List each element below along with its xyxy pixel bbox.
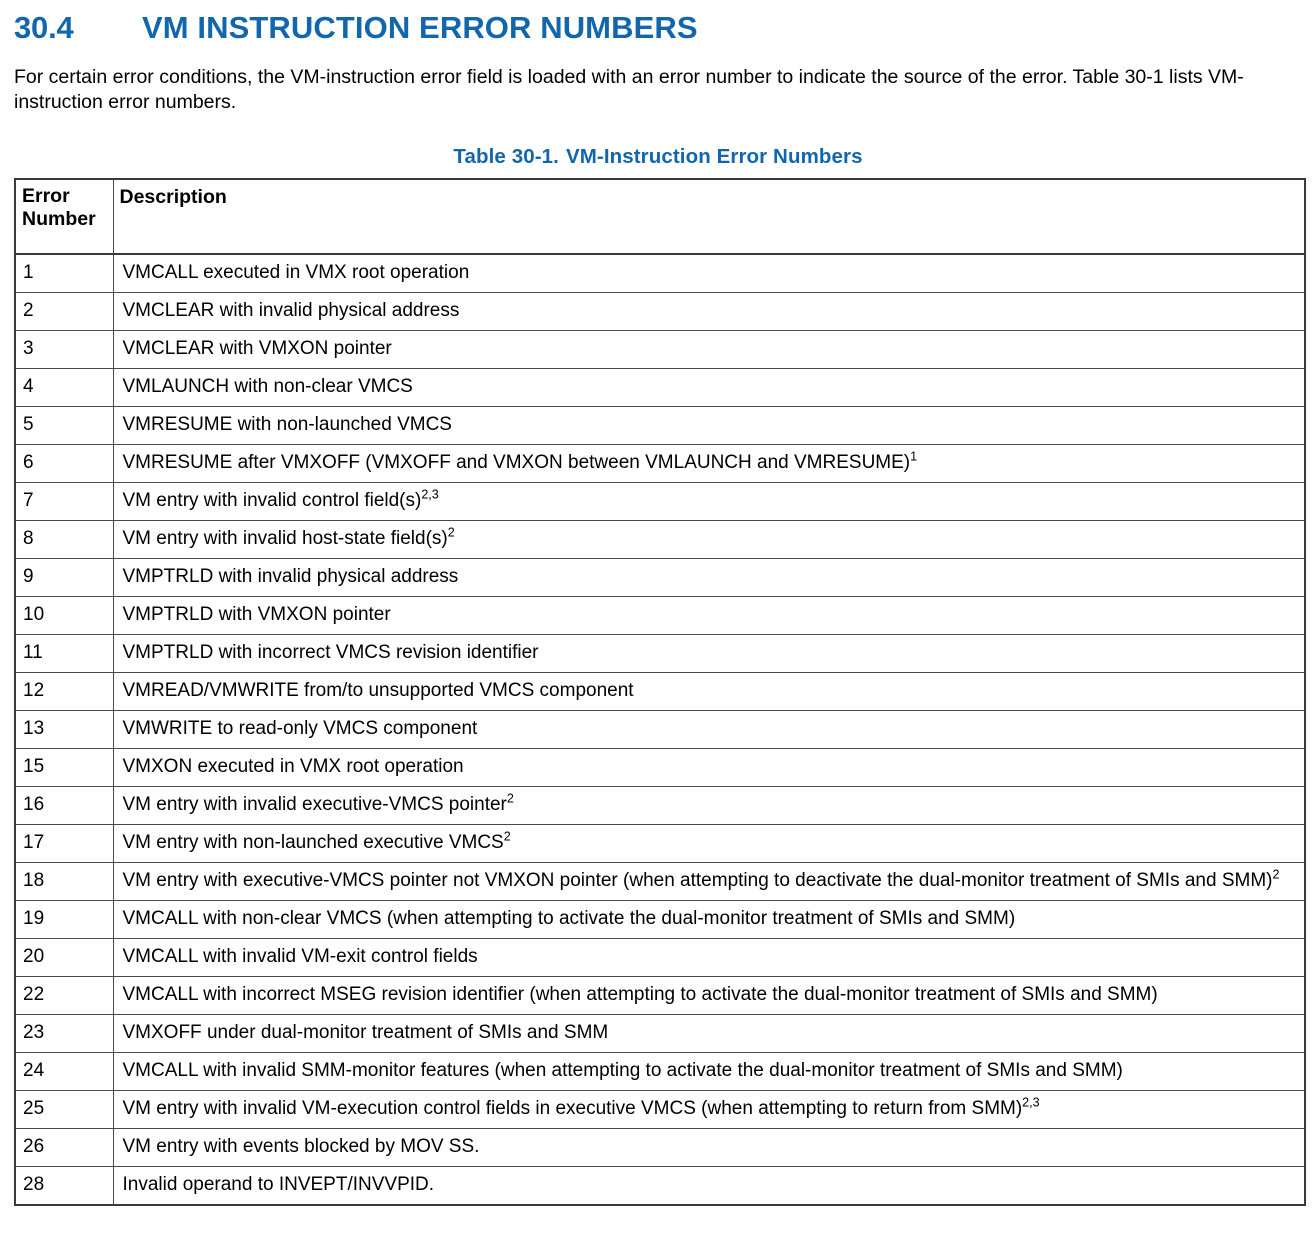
footnote-marker: 2 bbox=[447, 525, 455, 540]
column-header-error-number-line1: Error bbox=[22, 185, 70, 207]
cell-description: VMPTRLD with VMXON pointer bbox=[113, 597, 1305, 635]
cell-error-number: 5 bbox=[15, 407, 113, 445]
cell-description: VMCALL with invalid VM-exit control fields bbox=[113, 939, 1305, 977]
table-row bbox=[15, 635, 1305, 673]
cell-description: VMPTRLD with incorrect VMCS revision identifier bbox=[113, 635, 1305, 673]
table-row bbox=[15, 369, 1305, 407]
table-row bbox=[15, 1053, 1305, 1091]
cell-description: VMCLEAR with invalid physical address bbox=[113, 293, 1305, 331]
cell-error-number: 16 bbox=[15, 787, 113, 825]
table-row bbox=[15, 293, 1305, 331]
table-body bbox=[15, 254, 1305, 1205]
cell-description: VMREAD/VMWRITE from/to unsupported VMCS component bbox=[113, 673, 1305, 711]
table-caption bbox=[0, 145, 1316, 169]
footnote-marker: 2,3 bbox=[1022, 1095, 1040, 1110]
cell-error-number: 18 bbox=[15, 863, 113, 901]
section-title: VM INSTRUCTION ERROR NUMBERS bbox=[142, 10, 698, 45]
cell-error-number: 10 bbox=[15, 597, 113, 635]
cell-description: Invalid operand to INVEPT/INVVPID. bbox=[113, 1167, 1305, 1206]
cell-error-number: 23 bbox=[15, 1015, 113, 1053]
cell-description: VMLAUNCH with non-clear VMCS bbox=[113, 369, 1305, 407]
cell-description: VMRESUME after VMXOFF (VMXOFF and VMXON between VMLAUNCH and VMRESUME)$^1$ bbox=[113, 445, 1305, 483]
cell-description: VM entry with non-launched executive VMCS$^2$ bbox=[113, 825, 1305, 863]
intro-paragraph: For certain error conditions, the VM-instruction error field is loaded with an error number to indicate the source of the error. Table 30-1 lists VM-instruction error numbers. bbox=[14, 66, 1244, 113]
column-header-description: Description bbox=[113, 179, 1305, 254]
cell-error-number: 3 bbox=[15, 331, 113, 369]
table-row bbox=[15, 863, 1305, 901]
cell-error-number: 25 bbox=[15, 1091, 113, 1129]
cell-description: VMCALL with incorrect MSEG revision identifier (when attempting to activate the dual-monitor treatment of SMIs and SMM) bbox=[113, 977, 1305, 1015]
footnote-marker: 2 bbox=[1272, 867, 1280, 882]
cell-error-number: 28 bbox=[15, 1167, 113, 1206]
table-row bbox=[15, 483, 1305, 521]
cell-description: VMWRITE to read-only VMCS component bbox=[113, 711, 1305, 749]
table-caption-title: VM-Instruction Error Numbers bbox=[565, 145, 863, 168]
column-header-error-number bbox=[15, 179, 113, 254]
table-row bbox=[15, 597, 1305, 635]
cell-error-number: 15 bbox=[15, 749, 113, 787]
table-row bbox=[15, 1015, 1305, 1053]
cell-description: VMXOFF under dual-monitor treatment of SMIs and SMM bbox=[113, 1015, 1305, 1053]
footnote-marker: 2 bbox=[506, 791, 514, 806]
table-row bbox=[15, 331, 1305, 369]
table-container bbox=[14, 178, 1306, 1206]
footnote-marker: 1 bbox=[910, 449, 918, 464]
table-row bbox=[15, 407, 1305, 445]
table-row bbox=[15, 939, 1305, 977]
cell-error-number: 19 bbox=[15, 901, 113, 939]
cell-error-number: 4 bbox=[15, 369, 113, 407]
cell-description: VMCALL with non-clear VMCS (when attempting to activate the dual-monitor treatment of SMIs and SMM) bbox=[113, 901, 1305, 939]
table-caption-label: Table 30-1. bbox=[453, 145, 559, 168]
table-row bbox=[15, 254, 1305, 293]
cell-error-number: 12 bbox=[15, 673, 113, 711]
cell-description: VM entry with invalid control $field(s)^{2,3}$ bbox=[113, 483, 1305, 521]
table-row bbox=[15, 1091, 1305, 1129]
table-row bbox=[15, 521, 1305, 559]
table-row bbox=[15, 749, 1305, 787]
cell-error-number: 20 bbox=[15, 939, 113, 977]
table-row bbox=[15, 825, 1305, 863]
vm-instruction-error-table bbox=[14, 178, 1306, 1206]
cell-description: VMCALL with invalid SMM-monitor features (when attempting to activate the dual-monitor treatment of SMIs and SMM) bbox=[113, 1053, 1305, 1091]
column-header-error-number-line2: Number bbox=[22, 208, 96, 230]
cell-description: VM entry with executive-VMCS pointer not VMXON pointer (when attempting to deactivate the dual-monitor treatment of SMIs and SMM)$^2$ bbox=[113, 863, 1305, 901]
table-row bbox=[15, 977, 1305, 1015]
cell-error-number: 26 bbox=[15, 1129, 113, 1167]
footnote-marker: 2 bbox=[503, 829, 511, 844]
cell-error-number: 2 bbox=[15, 293, 113, 331]
table-row bbox=[15, 673, 1305, 711]
table-row bbox=[15, 901, 1305, 939]
cell-description: VMCLEAR with VMXON pointer bbox=[113, 331, 1305, 369]
table-row bbox=[15, 1129, 1305, 1167]
table-row bbox=[15, 711, 1305, 749]
cell-error-number: 22 bbox=[15, 977, 113, 1015]
cell-error-number: 11 bbox=[15, 635, 113, 673]
cell-description: VM entry with invalid VM-execution control fields in executive VMCS (when attempting to return from SMM)$^{2,3}$ bbox=[113, 1091, 1305, 1129]
cell-description: VM entry with events blocked by MOV SS. bbox=[113, 1129, 1305, 1167]
table-row bbox=[15, 559, 1305, 597]
section-number: 30.4 bbox=[14, 10, 74, 45]
cell-description: VMXON executed in VMX root operation bbox=[113, 749, 1305, 787]
table-row bbox=[15, 787, 1305, 825]
cell-description: VMRESUME with non-launched VMCS bbox=[113, 407, 1305, 445]
table-header bbox=[15, 179, 1305, 254]
table-row bbox=[15, 1167, 1305, 1206]
section-heading bbox=[0, 0, 1316, 43]
cell-error-number: 8 bbox=[15, 521, 113, 559]
cell-description: VM entry with invalid host-state $field(s)^2$ bbox=[113, 521, 1305, 559]
cell-error-number: 9 bbox=[15, 559, 113, 597]
cell-error-number: 17 bbox=[15, 825, 113, 863]
table-row bbox=[15, 445, 1305, 483]
table-header-row bbox=[15, 179, 1305, 254]
cell-error-number: 13 bbox=[15, 711, 113, 749]
cell-error-number: 6 bbox=[15, 445, 113, 483]
footnote-marker: 2,3 bbox=[421, 487, 439, 502]
cell-error-number: 1 bbox=[15, 254, 113, 293]
cell-error-number: 7 bbox=[15, 483, 113, 521]
cell-description: VM entry with invalid executive-VMCS pointer$^2$ bbox=[113, 787, 1305, 825]
cell-description: VMPTRLD with invalid physical address bbox=[113, 559, 1305, 597]
cell-description: VMCALL executed in VMX root operation bbox=[113, 254, 1305, 293]
cell-error-number: 24 bbox=[15, 1053, 113, 1091]
